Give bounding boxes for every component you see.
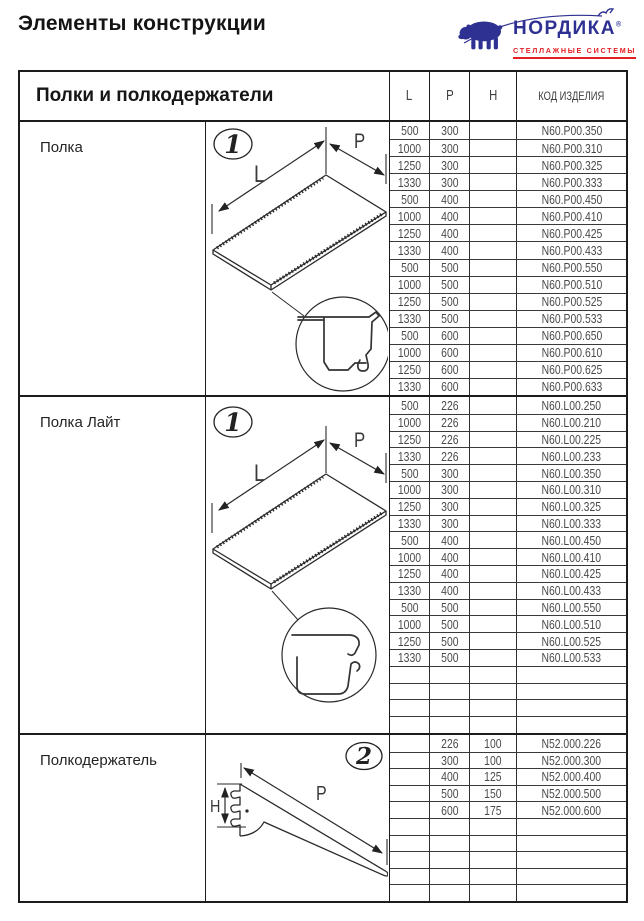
cell-code: N52.000.300 (517, 752, 626, 769)
cell-h (470, 310, 517, 327)
cell-h (470, 565, 517, 582)
cell-p: 226 (430, 397, 470, 414)
cell-p (430, 868, 470, 885)
cell-p: 300 (430, 515, 470, 532)
cell-p: 400 (430, 190, 470, 207)
cell-l: 500 (390, 190, 430, 207)
cell-h (470, 397, 517, 414)
cell-h (470, 699, 517, 716)
cell-p: 600 (430, 361, 470, 378)
cell-l (390, 835, 430, 852)
cell-p: 226 (430, 735, 470, 752)
cell-l (390, 666, 430, 683)
cell-code: N60.P00.550 (517, 259, 626, 276)
cell-code: N60.P00.450 (517, 190, 626, 207)
cell-code: N60.L00.350 (517, 464, 626, 481)
cell-h (470, 615, 517, 632)
cell-p: 600 (430, 344, 470, 361)
cell-code: N60.P00.410 (517, 207, 626, 224)
cell-l (390, 699, 430, 716)
diagram-badge: 1 (224, 130, 242, 159)
cell-l: 1000 (390, 207, 430, 224)
cell-h: 125 (470, 768, 517, 785)
cell-l (390, 752, 430, 769)
cell-code: N60.L00.325 (517, 498, 626, 515)
brand-tagline: СТЕЛЛАЖНЫЕ СИСТЕМЫ (513, 46, 636, 59)
cell-l: 500 (390, 327, 430, 344)
cell-code: N60.L00.433 (517, 582, 626, 599)
diagram-badge: 1 (224, 408, 242, 437)
section-bracket (20, 735, 626, 901)
table-header-row (20, 72, 626, 122)
section-rows (390, 122, 626, 395)
cell-p: 500 (430, 310, 470, 327)
cell-code: N60.L00.250 (541, 397, 602, 413)
cell-l: 1000 (390, 615, 430, 632)
cell-p: 600 (430, 378, 470, 395)
cell-code (517, 835, 626, 852)
cell-l (390, 851, 430, 868)
section-rows (390, 397, 626, 733)
cell-p: 600 (430, 327, 470, 344)
cell-p: 300 (430, 481, 470, 498)
cell-code: N60.P00.650 (517, 327, 626, 344)
cell-h (470, 666, 517, 683)
cell-p: 500 (430, 632, 470, 649)
cell-l: 1000 (390, 414, 430, 431)
cell-code: N60.L00.210 (517, 414, 626, 431)
cell-code (517, 851, 626, 868)
cell-l: 1330 (390, 649, 430, 666)
cell-l: 500 (390, 259, 430, 276)
bracket-diagram (206, 735, 390, 901)
cell-h: 150 (470, 785, 517, 802)
cell-code (517, 868, 626, 885)
shelf-light-diagram (206, 397, 390, 733)
column-header-p: P (430, 72, 470, 120)
cell-p (430, 716, 470, 733)
cell-l: 1330 (390, 447, 430, 464)
cell-p (430, 851, 470, 868)
cell-p: 500 (430, 259, 470, 276)
cell-l: 1250 (390, 361, 430, 378)
cell-code: N52.000.400 (517, 768, 626, 785)
cell-p: 600 (430, 801, 470, 818)
cell-h (470, 224, 517, 241)
cell-code: N60.P00.425 (517, 224, 626, 241)
cell-p: 300 (430, 464, 470, 481)
registered-mark: ® (616, 21, 622, 29)
brand-text: НОРДИКА (513, 18, 616, 39)
cell-l (390, 884, 430, 901)
cell-h (470, 173, 517, 190)
cell-l: 1000 (390, 139, 430, 156)
cell-p (430, 666, 470, 683)
cell-h (470, 683, 517, 700)
section-shelf-light (20, 397, 626, 735)
cell-l (390, 768, 430, 785)
cell-p (430, 683, 470, 700)
cell-h (470, 464, 517, 481)
cell-h (470, 139, 517, 156)
cell-p: 500 (430, 276, 470, 293)
cell-h (470, 531, 517, 548)
cell-h (470, 649, 517, 666)
cell-p: 500 (430, 599, 470, 616)
cell-p: 300 (430, 139, 470, 156)
cell-l: 1330 (390, 241, 430, 258)
cell-code: N60.P00.350 (541, 123, 602, 139)
cell-l: 1250 (390, 224, 430, 241)
cell-l: 500 (390, 397, 430, 414)
cell-code (517, 683, 626, 700)
cell-p: 300 (430, 156, 470, 173)
cell-l: 1250 (390, 431, 430, 448)
cell-h (470, 447, 517, 464)
section-label: Полка (20, 122, 206, 395)
cell-l: 500 (390, 599, 430, 616)
detail-circle (282, 608, 376, 702)
cell-l: 1250 (390, 565, 430, 582)
cell-p (430, 835, 470, 852)
cell-l: 1250 (390, 293, 430, 310)
cell-h (470, 632, 517, 649)
cell-p: 300 (430, 173, 470, 190)
cell-code: N60.P00.310 (517, 139, 626, 156)
cell-h (470, 259, 517, 276)
cell-h (470, 293, 517, 310)
cell-code: N60.L00.410 (517, 548, 626, 565)
cell-l: 1330 (390, 378, 430, 395)
cell-h (470, 344, 517, 361)
cell-l: 1250 (390, 632, 430, 649)
cell-code: N60.L00.333 (517, 515, 626, 532)
cell-h (470, 818, 517, 835)
cell-l (390, 735, 430, 752)
cell-h (470, 327, 517, 344)
column-header-h: H (470, 72, 517, 120)
cell-code: N60.L00.233 (517, 447, 626, 464)
cell-p: 300 (430, 122, 470, 139)
cell-l: 500 (390, 122, 430, 139)
cell-h (470, 190, 517, 207)
cell-p: 500 (430, 615, 470, 632)
cell-p: 300 (430, 498, 470, 515)
cell-h (470, 716, 517, 733)
cell-p: 400 (430, 582, 470, 599)
cell-l (390, 716, 430, 733)
cell-l: 1330 (390, 582, 430, 599)
cell-p: 500 (430, 649, 470, 666)
diagram-badge: 2 (355, 743, 373, 770)
cell-code: N60.P00.325 (517, 156, 626, 173)
cell-p: 400 (430, 565, 470, 582)
cell-code: N60.P00.610 (517, 344, 626, 361)
cell-code (517, 699, 626, 716)
cell-h (470, 599, 517, 616)
cell-code: N60.L00.550 (517, 599, 626, 616)
cell-code (517, 884, 626, 901)
cell-code: N60.P00.510 (517, 276, 626, 293)
cell-code (517, 818, 626, 835)
cell-code: N60.L00.425 (517, 565, 626, 582)
cell-p: 226 (430, 414, 470, 431)
cell-h (470, 515, 517, 532)
cell-p: 226 (430, 447, 470, 464)
cell-p (430, 699, 470, 716)
detail-circle (296, 297, 388, 391)
cell-l: 1000 (390, 481, 430, 498)
cell-h (470, 207, 517, 224)
dim-label-p: P (316, 782, 327, 805)
cell-code: N60.L00.525 (517, 632, 626, 649)
cell-code: N60.P00.433 (517, 241, 626, 258)
cell-h (470, 431, 517, 448)
cell-h: 100 (470, 752, 517, 769)
cell-p (430, 884, 470, 901)
cell-h (470, 884, 517, 901)
shelf-diagram (206, 122, 390, 395)
cell-p: 400 (430, 531, 470, 548)
cell-h (470, 481, 517, 498)
products-table (18, 70, 628, 903)
cell-l: 1000 (390, 548, 430, 565)
cell-l: 1330 (390, 310, 430, 327)
cell-l (390, 785, 430, 802)
cell-l: 1330 (390, 173, 430, 190)
cell-code: N60.L00.225 (517, 431, 626, 448)
cell-l: 1000 (390, 344, 430, 361)
section-rows (390, 735, 626, 901)
polar-bear-icon (456, 13, 510, 57)
cell-p: 226 (430, 431, 470, 448)
section-shelf (20, 122, 626, 397)
brand-name (513, 18, 636, 40)
cell-l (390, 868, 430, 885)
cell-code: N60.P00.525 (517, 293, 626, 310)
cell-p: 400 (430, 548, 470, 565)
cell-code: N60.L00.310 (517, 481, 626, 498)
cell-h (470, 851, 517, 868)
cell-h (470, 378, 517, 395)
cell-code: N60.L00.533 (517, 649, 626, 666)
cell-p: 500 (430, 293, 470, 310)
cell-h (470, 414, 517, 431)
cell-l: 1250 (390, 156, 430, 173)
cell-h: 100 (470, 735, 517, 752)
cell-h (470, 868, 517, 885)
cell-p: 500 (430, 785, 470, 802)
cell-code: N60.L00.450 (517, 531, 626, 548)
cell-p (430, 818, 470, 835)
cell-code: N52.000.226 (541, 735, 602, 751)
cell-h (470, 361, 517, 378)
cell-code: N60.P00.633 (517, 378, 626, 395)
cell-h (470, 835, 517, 852)
table-title: Полки и полкодержатели (20, 72, 390, 120)
cell-h (470, 548, 517, 565)
cell-l: 1330 (390, 515, 430, 532)
cell-l: 1250 (390, 498, 430, 515)
section-label: Полкодержатель (20, 735, 206, 901)
cell-code (517, 716, 626, 733)
cell-l (390, 801, 430, 818)
cell-h (470, 276, 517, 293)
cell-p: 400 (430, 224, 470, 241)
cell-h: 175 (470, 801, 517, 818)
cell-l: 500 (390, 464, 430, 481)
cell-code: N60.P00.625 (517, 361, 626, 378)
cell-code: N60.P00.533 (517, 310, 626, 327)
cell-h (470, 498, 517, 515)
cell-h (470, 122, 517, 139)
cell-code: N52.000.500 (517, 785, 626, 802)
cell-p: 400 (430, 207, 470, 224)
cell-l: 500 (390, 531, 430, 548)
cell-code: N60.L00.510 (517, 615, 626, 632)
cell-l: 1000 (390, 276, 430, 293)
cell-code: N60.P00.333 (517, 173, 626, 190)
column-header-l: L (390, 72, 430, 120)
cell-code (517, 666, 626, 683)
cell-h (470, 582, 517, 599)
section-label: Полка Лайт (20, 397, 206, 733)
cell-l (390, 683, 430, 700)
dim-label-h: H (210, 796, 221, 817)
page-title: Элементы конструкции (18, 12, 267, 35)
cell-p: 400 (430, 241, 470, 258)
cell-h (470, 156, 517, 173)
cell-code: N52.000.600 (517, 801, 626, 818)
cell-p: 400 (430, 768, 470, 785)
brand-logo (456, 5, 637, 59)
cell-l (390, 818, 430, 835)
column-header-code: КОД ИЗДЕЛИЯ (538, 89, 605, 103)
cell-p: 300 (430, 752, 470, 769)
cell-h (470, 241, 517, 258)
